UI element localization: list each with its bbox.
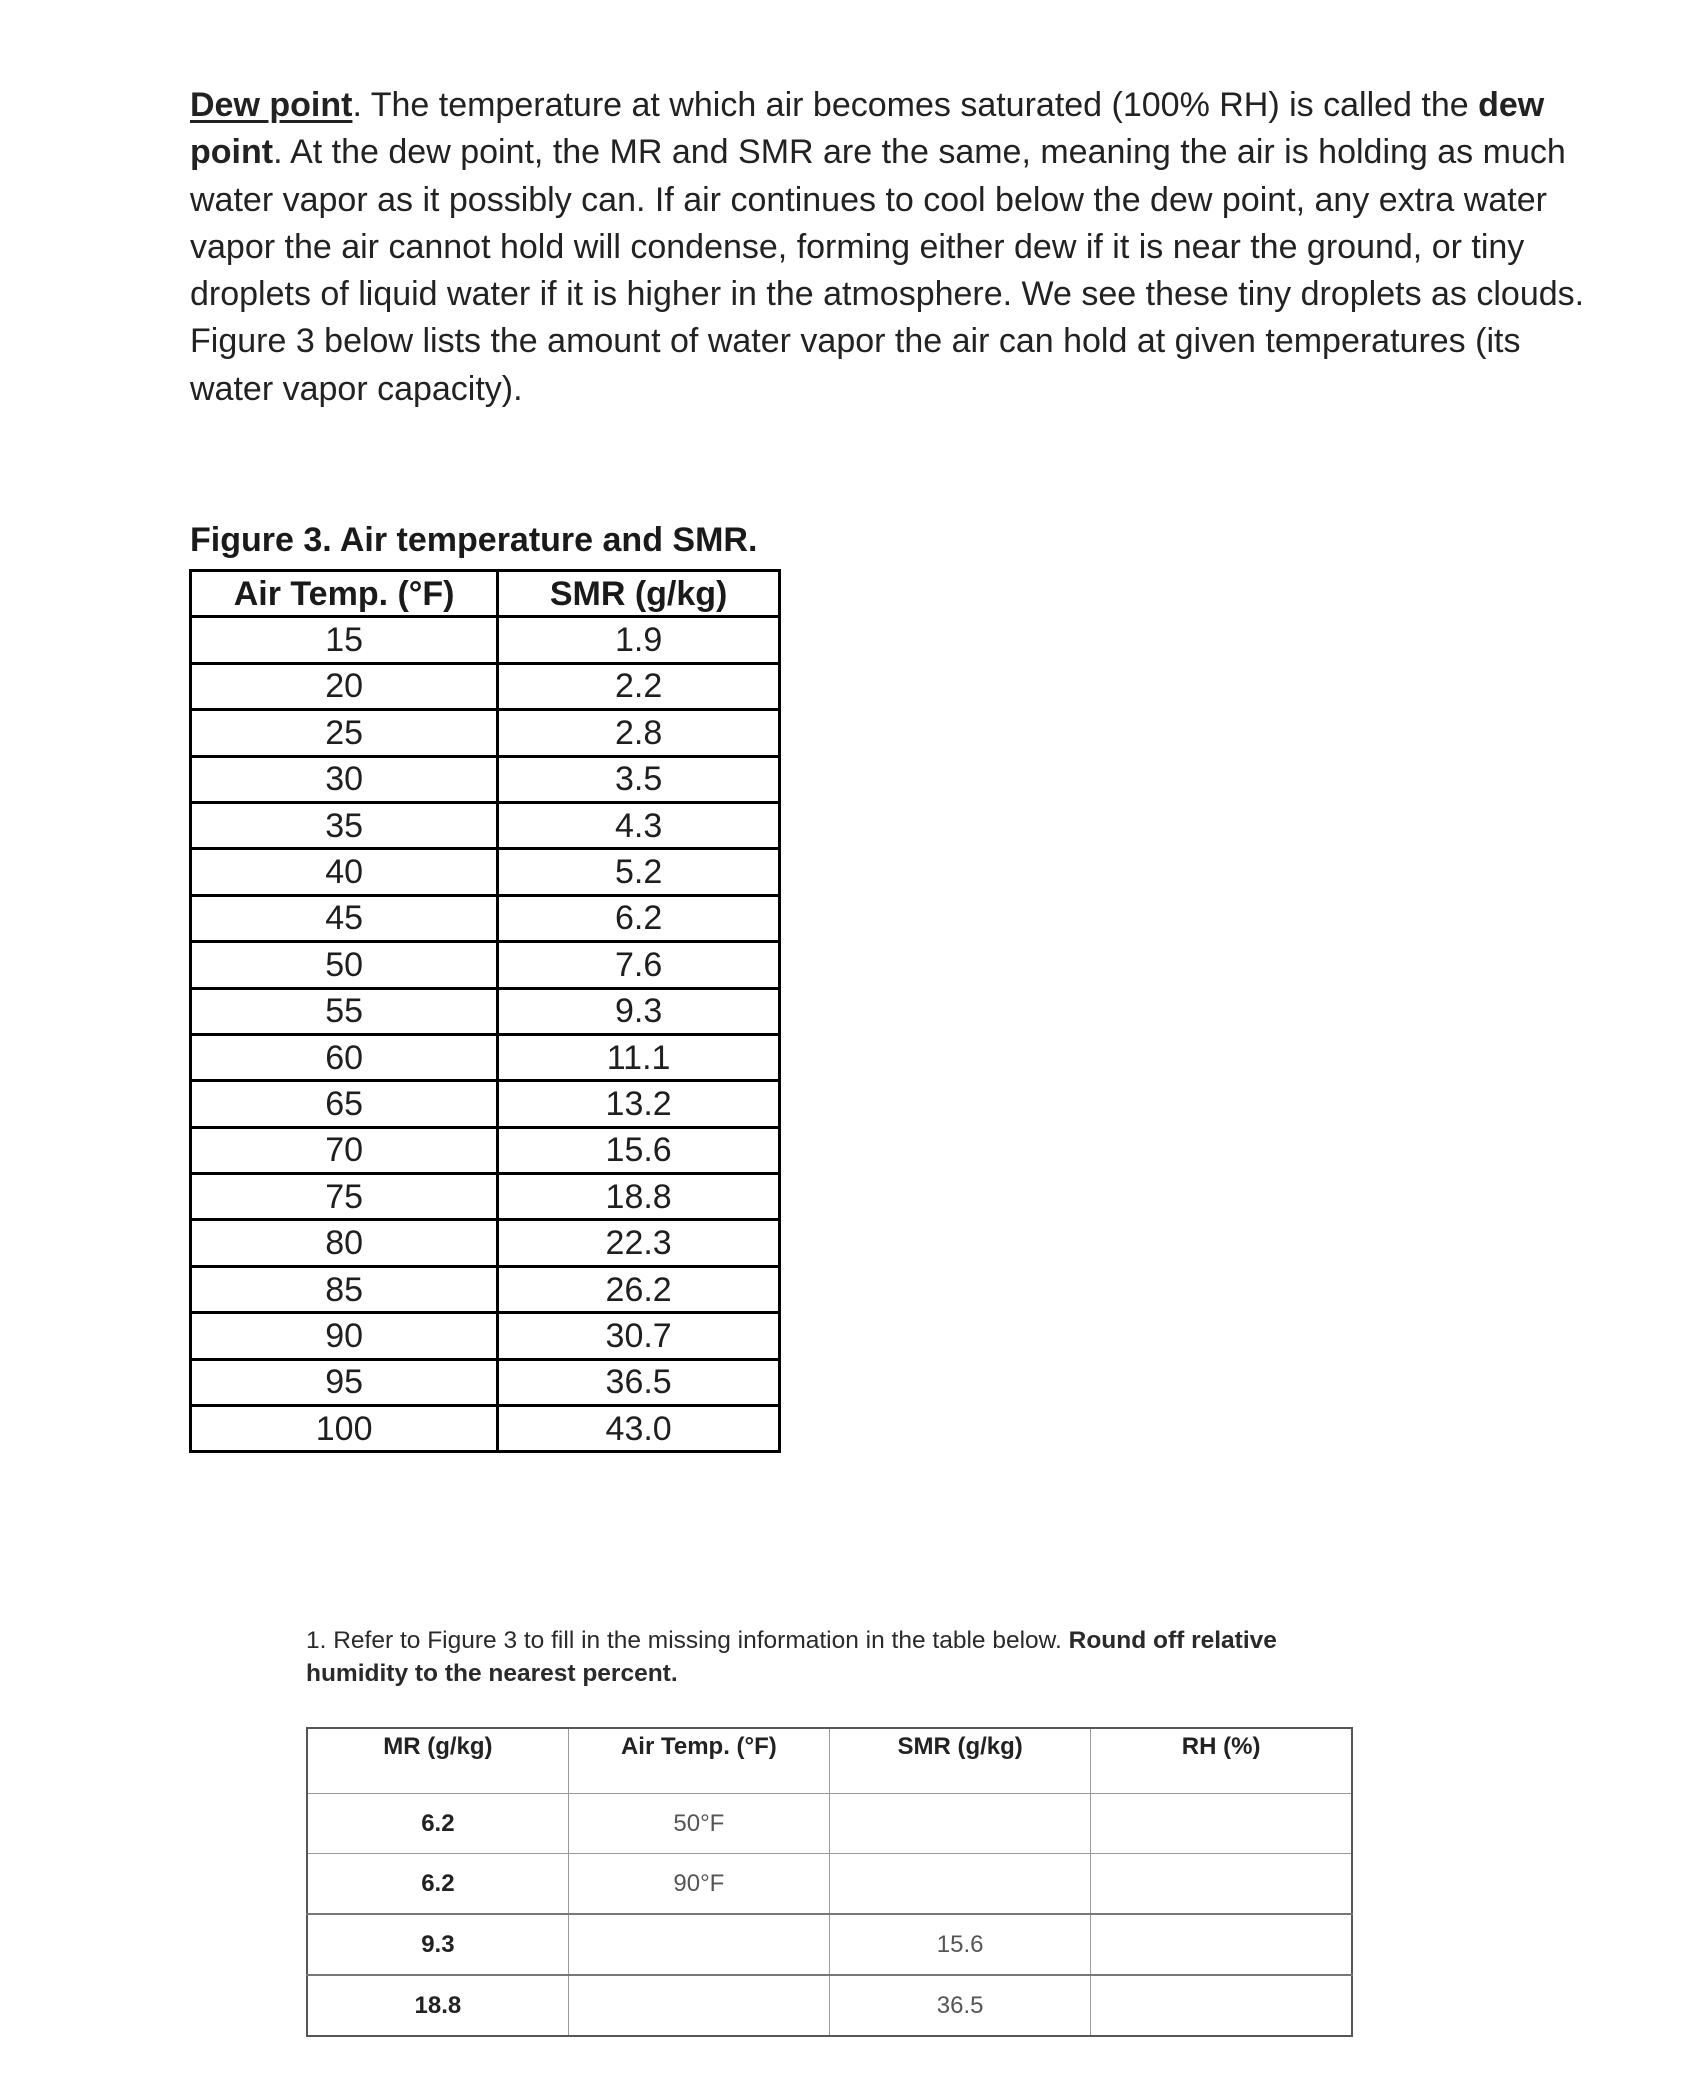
smr-cell: 11.1 (498, 1034, 780, 1080)
dew-point-bold-term: dew point (190, 86, 1545, 172)
smr-cell: 30.7 (498, 1313, 780, 1359)
mr-cell: 9.3 (307, 1914, 568, 1975)
table-row (191, 988, 780, 1034)
mr-cell: 6.2 (307, 1854, 568, 1915)
table-row (191, 802, 780, 848)
air-temp-cell: 85 (191, 1266, 498, 1312)
smr-cell: 36.5 (830, 1975, 1091, 2036)
figure-3-header-row (191, 571, 780, 617)
table-row (191, 1174, 780, 1220)
smr-cell: 5.2 (498, 849, 780, 895)
rh-answer-cell[interactable] (1091, 1794, 1352, 1854)
air-temp-answer-cell[interactable] (568, 1914, 829, 1975)
air-temp-cell: 90 (191, 1313, 498, 1359)
table-row (191, 1127, 780, 1173)
table-row (191, 1081, 780, 1127)
table-row (191, 942, 780, 988)
air-temp-cell: 70 (191, 1127, 498, 1173)
smr-cell: 22.3 (498, 1220, 780, 1266)
air-temp-cell: 40 (191, 849, 498, 895)
worksheet-header-row (307, 1728, 1352, 1794)
table-row (307, 1794, 1352, 1854)
intro-sentence-rest: . At the dew point, the MR and SMR are the same, meaning the air is holding as much water vapor as it possibly can. If air continues to cool below the dew point, any extra water vapor the air cannot hold will condense, forming either dew if it is near the ground, or tiny droplets of liquid water if it is higher in the atmosphere. We see these tiny droplets as clouds. Figure 3 below lists the amount of water vapor the air can hold at given temperatures (its water vapor capacity). (190, 133, 1585, 408)
smr-cell: 6.2 (498, 895, 780, 941)
header-air-temp: Air Temp. (°F) (568, 1728, 829, 1794)
air-temp-cell: 30 (191, 756, 498, 802)
table-row (307, 1914, 1352, 1975)
header-air-temp: Air Temp. (°F) (191, 571, 498, 617)
table-row (191, 756, 780, 802)
smr-answer-cell[interactable] (830, 1854, 1091, 1915)
question-1-bold-text: Round off relative humidity to the nearest percent. (306, 1627, 1277, 1687)
table-row (191, 710, 780, 756)
smr-cell: 2.2 (498, 663, 780, 709)
table-row (191, 1034, 780, 1080)
header-mr: MR (g/kg) (307, 1728, 568, 1794)
smr-cell: 26.2 (498, 1266, 780, 1312)
air-temp-cell: 75 (191, 1174, 498, 1220)
air-temp-cell: 95 (191, 1359, 498, 1405)
smr-cell: 1.9 (498, 617, 780, 663)
header-smr: SMR (g/kg) (498, 571, 780, 617)
table-row (191, 1359, 780, 1405)
air-temp-cell: 50 (191, 942, 498, 988)
smr-cell: 9.3 (498, 988, 780, 1034)
rh-answer-cell[interactable] (1091, 1975, 1352, 2036)
air-temp-cell: 90°F (568, 1854, 829, 1915)
air-temp-cell: 80 (191, 1220, 498, 1266)
table-row (191, 849, 780, 895)
smr-cell: 43.0 (498, 1406, 780, 1452)
rh-answer-cell[interactable] (1091, 1854, 1352, 1915)
smr-cell: 7.6 (498, 942, 780, 988)
air-temp-cell: 50°F (568, 1794, 829, 1854)
air-temp-answer-cell[interactable] (568, 1975, 829, 2036)
air-temp-cell: 45 (191, 895, 498, 941)
smr-cell: 15.6 (498, 1127, 780, 1173)
question-1 (306, 1624, 1306, 1690)
smr-cell: 2.8 (498, 710, 780, 756)
rh-answer-cell[interactable] (1091, 1914, 1352, 1975)
table-row (191, 1266, 780, 1312)
smr-cell: 13.2 (498, 1081, 780, 1127)
question-1-text: 1. Refer to Figure 3 to fill in the missing information in the table below. (306, 1627, 1069, 1654)
dew-point-term: Dew point (190, 86, 353, 124)
air-temp-cell: 25 (191, 710, 498, 756)
mr-cell: 18.8 (307, 1975, 568, 2036)
smr-cell: 18.8 (498, 1174, 780, 1220)
table-row (191, 663, 780, 709)
air-temp-cell: 15 (191, 617, 498, 663)
air-temp-cell: 35 (191, 802, 498, 848)
smr-cell: 4.3 (498, 802, 780, 848)
air-temp-cell: 60 (191, 1034, 498, 1080)
smr-cell: 36.5 (498, 1359, 780, 1405)
air-temp-cell: 65 (191, 1081, 498, 1127)
table-row (191, 895, 780, 941)
smr-cell: 3.5 (498, 756, 780, 802)
figure-3-caption: Figure 3. Air temperature and SMR. (190, 521, 758, 559)
smr-cell: 15.6 (830, 1914, 1091, 1975)
air-temp-cell: 100 (191, 1406, 498, 1452)
worksheet-table (306, 1727, 1353, 2037)
header-smr: SMR (g/kg) (830, 1728, 1091, 1794)
air-temp-cell: 55 (191, 988, 498, 1034)
table-row (191, 1313, 780, 1359)
table-row (191, 1406, 780, 1452)
table-row (191, 1220, 780, 1266)
table-row (307, 1975, 1352, 2036)
table-row (191, 617, 780, 663)
dew-point-paragraph (190, 82, 1590, 413)
table-row (307, 1854, 1352, 1915)
mr-cell: 6.2 (307, 1794, 568, 1854)
header-rh: RH (%) (1091, 1728, 1352, 1794)
intro-sentence-1: . The temperature at which air becomes saturated (100% RH) is called the (352, 86, 1479, 124)
air-temp-cell: 20 (191, 663, 498, 709)
smr-answer-cell[interactable] (830, 1794, 1091, 1854)
figure-3-table (189, 569, 781, 1453)
